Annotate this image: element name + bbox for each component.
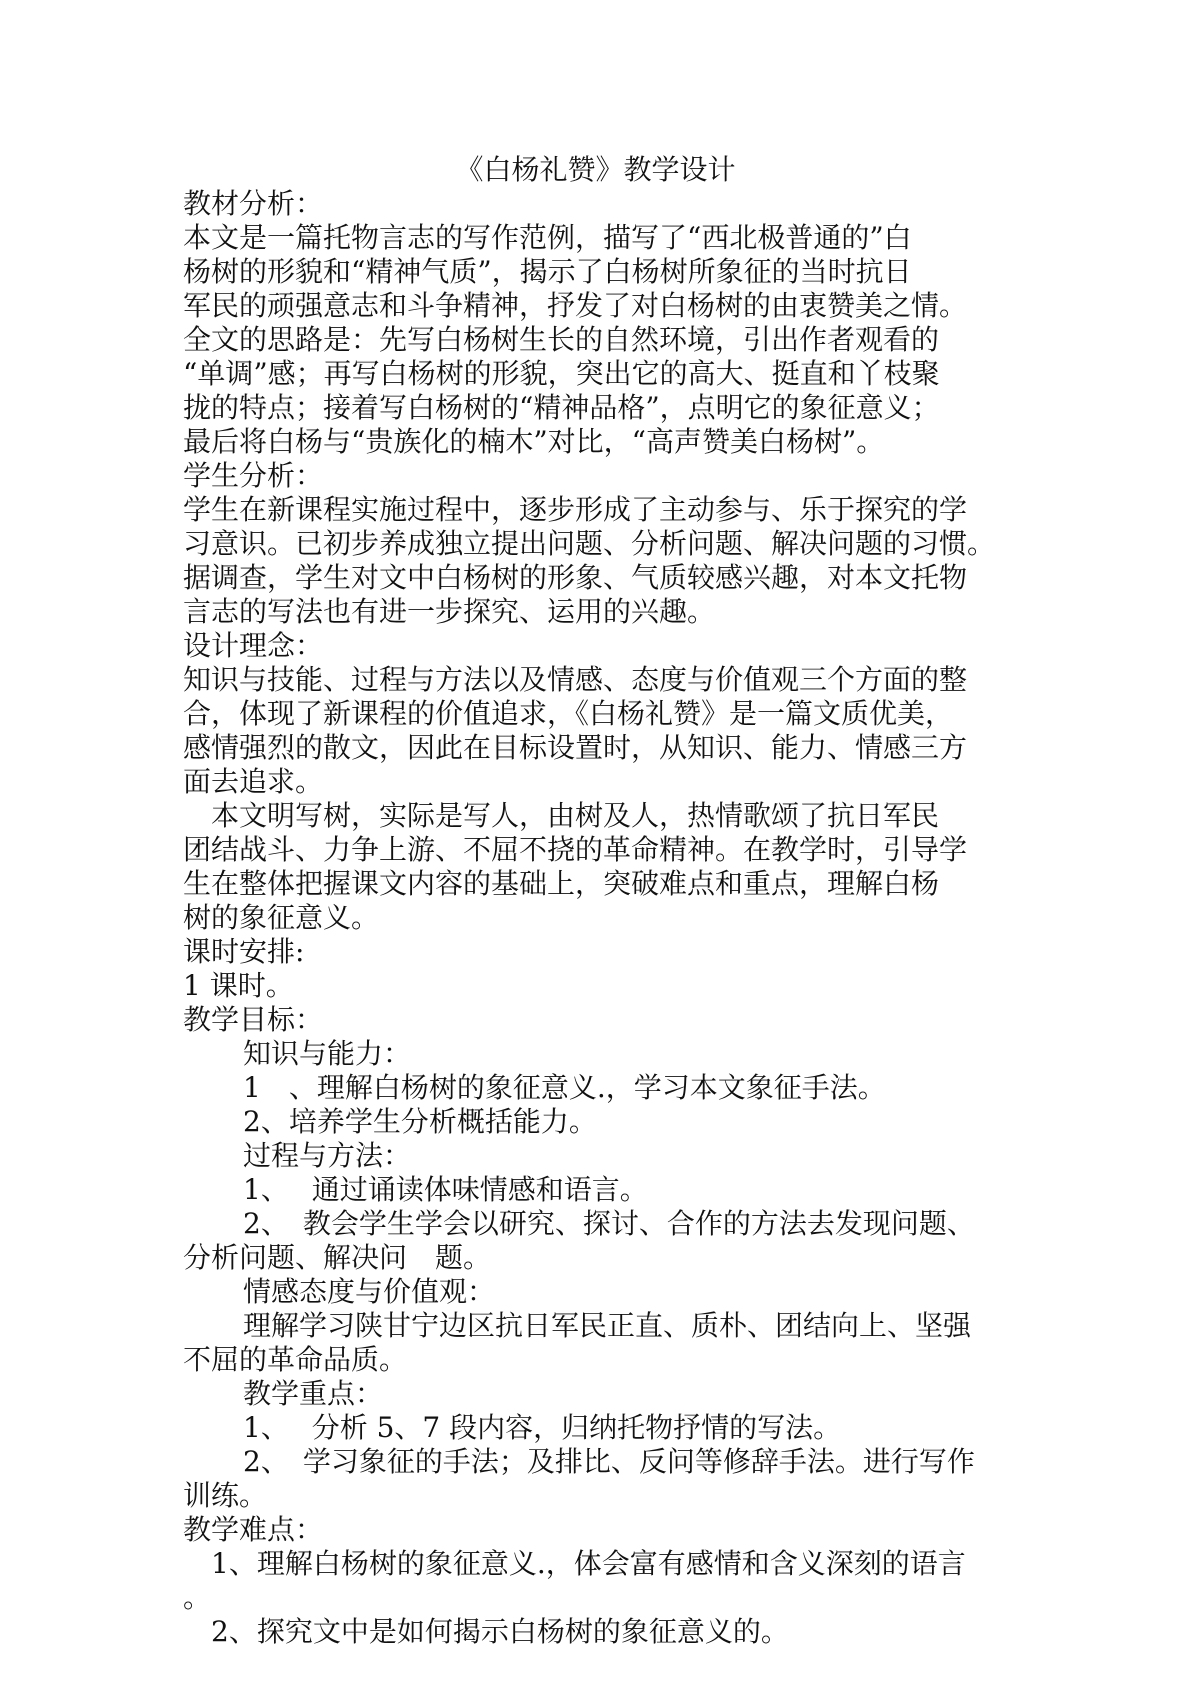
students-line: 习意识。已初步养成独立提出问题、分析问题、解决问题的习惯。	[183, 527, 996, 560]
students-line: 据调查，学生对文中白杨树的形象、气质较感兴趣，对本文托物	[183, 561, 968, 594]
difficulties-line: 1、理解白杨树的象征意义.，体会富有感情和含义深刻的语言	[211, 1547, 966, 1580]
difficulties-line: 2、探究文中是如何揭示白杨树的象征意义的。	[211, 1615, 789, 1648]
goals-line: 分析问题、解决问 题。	[183, 1241, 492, 1274]
goals-line: 2、培养学生分析概括能力。	[243, 1105, 597, 1138]
document-title: 《白杨礼赞》教学设计	[455, 153, 736, 186]
goals-subheading: 过程与方法：	[243, 1139, 412, 1172]
schedule-line: 1 课时。	[183, 969, 294, 1002]
goals-line: 不屈的革命品质。	[183, 1343, 408, 1376]
concept-line: 感情强烈的散文，因此在目标设置时，从知识、能力、情感三方	[183, 731, 968, 764]
students-line: 言志的写法也有进一步探究、运用的兴趣。	[183, 595, 716, 628]
concept-line: 面去追求。	[183, 765, 324, 798]
concept-line: 知识与技能、过程与方法以及情感、态度与价值观三个方面的整	[183, 663, 968, 696]
section-heading-analysis: 教材分析：	[183, 187, 324, 220]
concept-line: 合，体现了新课程的价值追求，《白杨礼赞》是一篇文质优美，	[183, 697, 954, 730]
analysis-line: 本文是一篇托物言志的写作范例，描写了“西北极普通的”白	[183, 221, 912, 254]
section-heading-difficulties: 教学难点：	[183, 1513, 324, 1546]
goals-line: 训练。	[183, 1479, 268, 1512]
analysis-line: 军民的顽强意志和斗争精神，抒发了对白杨树的由衷赞美之情。	[183, 289, 968, 322]
goals-line: 2、 学习象征的手法；及排比、反问等修辞手法。进行写作	[243, 1445, 975, 1478]
analysis-line: 最后将白杨与“贵族化的楠木”对比，“高声赞美白杨树”。	[183, 425, 885, 458]
section-heading-goals: 教学目标：	[183, 1003, 324, 1036]
concept-line: 团结战斗、力争上游、不屈不挠的革命精神。在教学时，引导学	[183, 833, 968, 866]
analysis-line: 拢的特点；接着写白杨树的“精神品格”，点明它的象征意义；	[183, 391, 940, 424]
section-heading-schedule: 课时安排:	[183, 935, 305, 968]
students-line: 学生在新课程实施过程中，逐步形成了主动参与、乐于探究的学	[183, 493, 968, 526]
goals-line: 理解学习陕甘宁边区抗日军民正直、质朴、团结向上、坚强	[243, 1309, 972, 1342]
concept-line: 树的象征意义。	[183, 901, 380, 934]
goals-subheading: 知识与能力：	[243, 1037, 412, 1070]
goals-line: 1、 通过诵读体味情感和语言。	[243, 1173, 648, 1206]
analysis-line: 杨树的形貌和“精神气质”，揭示了白杨树所象征的当时抗日	[183, 255, 912, 288]
analysis-line: 全文的思路是：先写白杨树生长的自然环境，引出作者观看的	[183, 323, 940, 356]
difficulties-line: 。	[183, 1581, 212, 1614]
goals-subheading: 教学重点：	[243, 1377, 384, 1410]
section-heading-concept: 设计理念：	[183, 629, 324, 662]
goals-line: 1 、理解白杨树的象征意义.，学习本文象征手法。	[243, 1071, 886, 1104]
goals-subheading: 情感态度与价值观：	[243, 1275, 496, 1308]
goals-line: 1、 分析 5、7 段内容，归纳托物抒情的写法。	[243, 1411, 842, 1444]
analysis-line: “单调”感；再写白杨树的形貌，突出它的高大、挺直和丫枝聚	[183, 357, 940, 390]
concept-line: 生在整体把握课文内容的基础上，突破难点和重点，理解白杨	[183, 867, 940, 900]
section-heading-students: 学生分析：	[183, 459, 324, 492]
concept-line: 本文明写树，实际是写人，由树及人，热情歌颂了抗日军民	[211, 799, 940, 832]
goals-line: 2、 教会学生学会以研究、探讨、合作的方法去发现问题、	[243, 1207, 975, 1240]
